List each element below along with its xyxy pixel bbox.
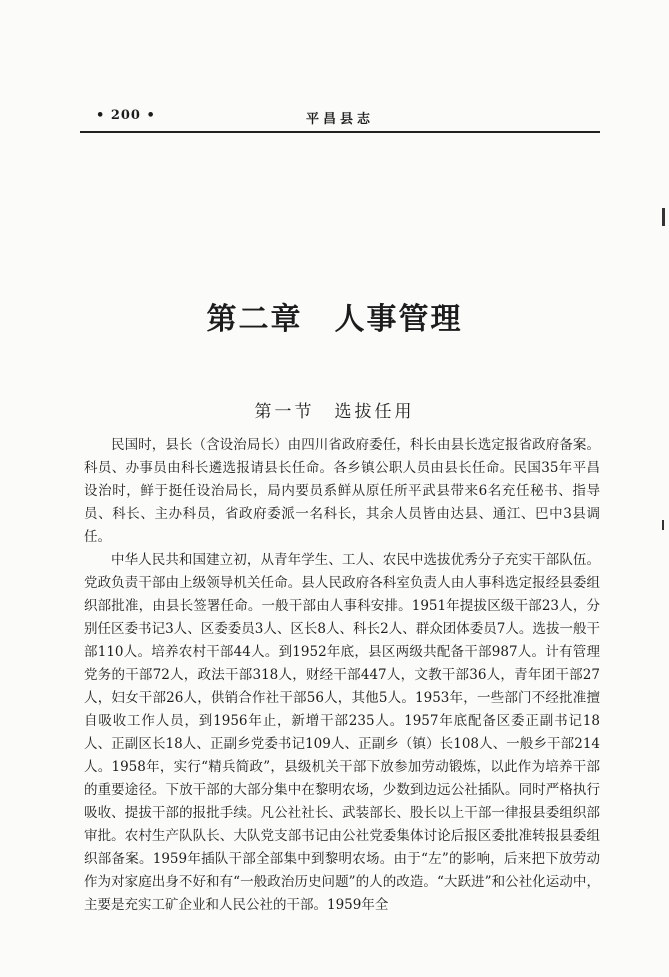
section-title: 第一节 选拔任用	[254, 402, 415, 422]
paragraph: 中华人民共和国建立初，从青年学生、工人、农民中选拔优秀分子充实干部队伍。党政负责干部由上级领导机关任命。县人民政府各科室负责人由人事科选定报经县委组织部批准，由县长签署任命。一般干部由人事科安排。1951年提拔区级干部23人，分别任区委书记3人、区委委员3人、区长8人、科长2人、群众团体委员7人。选拔一般干部110人。培养农村干部44人。到1952年底，县区两级共配备干部987人。计有管理党务的干部72人，政法干部318人，财经干部447人，文教干部36人，青年团干部27人，妇女干部26人，供销合作社干部56人，其他5人。1953年，一些部门不经批准擅自吸收工作人员，到1956年止，新增干部235人。1957年底配备区委正副书记18人、正副区长18人、正副乡党委书记109人、正副乡（镇）长108人、一般乡干部214人。1958年，实行“精兵简政”，县级机关干部下放参加劳动锻炼，以此作为培养干部的重要途径。下放干部的大部分集中在黎明农场，少数到边远公社插队。同时严格执行吸收、提拔干部的报批手续。凡公社社长、武装部长、股长以上干部一律报县委组织部审批。农村生产队队长、大队党支部书记由公社党委集体讨论后报区委批准转报县委组织部备案。1959年插队干部全部集中到黎明农场。由于“左”的影响，后来把下放劳动作为对家庭出身不好和有“一般政治历史问题”的人的改造。“大跃进”和公社化运动中，主要是充实工矿企业和人民公社的干部。1959年全	[84, 552, 600, 913]
body-text	[84, 434, 600, 917]
page-header	[80, 108, 600, 128]
scan-mark	[662, 520, 664, 530]
scan-mark	[662, 208, 665, 226]
chapter-title: 第二章 人事管理	[206, 302, 463, 337]
running-title: 平昌县志	[305, 112, 374, 127]
page-number: • 200 •	[96, 108, 156, 123]
paragraph: 民国时，县长（含设治局长）由四川省政府委任，科长由县长选定报省政府备案。科员、办事员由科长遴选报请县长任命。各乡镇公职人员由县长任命。民国35年平昌设治时，鲜于挺任设治局长，局内要员系鲜从原任所平武县带来6名充任秘书、指导员、科长、主办科员，省政府委派一名科长，其余人员皆由达县、通江、巴中3县调任。	[84, 437, 600, 545]
header-rule	[80, 131, 600, 133]
